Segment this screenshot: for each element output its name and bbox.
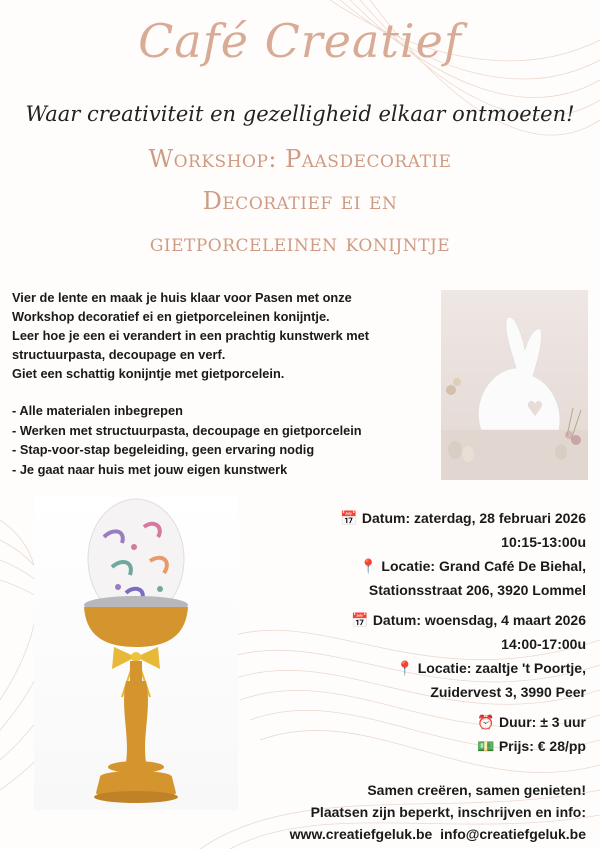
footer-contact — [290, 823, 586, 845]
feature-item: - Werken met structuurpasta, decoupage en gietporcelein — [12, 422, 362, 438]
intro-line: Vier de lente en maak je huis klaar voor Pasen met onze — [12, 290, 352, 305]
duration — [477, 710, 586, 734]
workshop-title-line3: gietporceleinen konijntje — [149, 229, 451, 257]
tagline: Waar creativiteit en gezelligheid elkaar ontmoeten! — [25, 102, 575, 126]
feature-item: - Stap-voor-stap begeleiding, geen ervaring nodig — [12, 442, 315, 457]
price-text: Prijs: € 28/pp — [498, 738, 586, 754]
email-link[interactable]: info@creatiefgeluk.be — [440, 826, 586, 842]
price — [477, 734, 586, 758]
calendar-icon: 📅 — [340, 510, 358, 526]
session-date — [351, 608, 586, 632]
calendar-icon: 📅 — [351, 612, 369, 628]
workshop-title-line1: Workshop: Paasdecoratie — [148, 145, 452, 173]
session-location — [351, 656, 586, 680]
session-time: 10:15-13:00u — [501, 534, 586, 550]
website-link[interactable]: www.creatiefgeluk.be — [289, 826, 433, 842]
intro-line: Leer hoe je een ei verandert in een prachtig kunstwerk met — [12, 328, 370, 343]
footer-slogan: Samen creëren, samen genieten! — [367, 782, 586, 798]
feature-item: - Alle materialen inbegrepen — [12, 403, 183, 418]
session-time: 14:00-17:00u — [501, 636, 586, 652]
money-icon: 💵 — [477, 738, 495, 754]
intro-line: Giet een schattig konijntje met gietporcelein. — [12, 366, 285, 381]
intro-line: Workshop decoratief ei en gietporceleinen konijntje. — [12, 309, 330, 324]
bunny-photo — [441, 290, 588, 480]
footer — [290, 779, 586, 845]
decorated-egg-photo — [34, 497, 238, 810]
brand-title: Café Creatief — [138, 14, 462, 68]
workshop-details — [477, 710, 586, 758]
session-location-text: Locatie: Grand Café De Biehal, — [381, 558, 586, 574]
feature-list — [12, 401, 442, 479]
session-date-text: Datum: woensdag, 4 maart 2026 — [372, 612, 586, 628]
session-info-1 — [340, 506, 586, 602]
session-location — [340, 554, 586, 578]
intro-line: structuurpasta, decoupage en verf. — [12, 347, 226, 362]
location-pin-icon: 📍 — [396, 660, 414, 676]
session-date — [340, 506, 586, 530]
alarm-clock-icon: ⏰ — [477, 714, 495, 730]
footer-registration: Plaatsen zijn beperkt, inschrijven en info: — [310, 804, 586, 820]
location-pin-icon: 📍 — [359, 558, 378, 574]
session-address: Zuidervest 3, 3990 Peer — [430, 684, 586, 700]
session-address: Stationsstraat 206, 3920 Lommel — [368, 582, 586, 598]
porcelain-bunny-illustration — [441, 290, 588, 480]
feature-item: - Je gaat naar huis met jouw eigen kunstwerk — [12, 461, 288, 477]
duration-text: Duur: ± 3 uur — [498, 714, 586, 730]
intro-text — [12, 288, 442, 383]
decorated-egg-illustration — [34, 497, 238, 810]
session-location-text: Locatie: zaaltje 't Poortje, — [417, 660, 586, 676]
session-date-text: Datum: zaterdag, 28 februari 2026 — [361, 510, 586, 526]
workshop-title-line2: Decoratief ei en — [202, 187, 398, 215]
session-info-2 — [351, 608, 586, 704]
